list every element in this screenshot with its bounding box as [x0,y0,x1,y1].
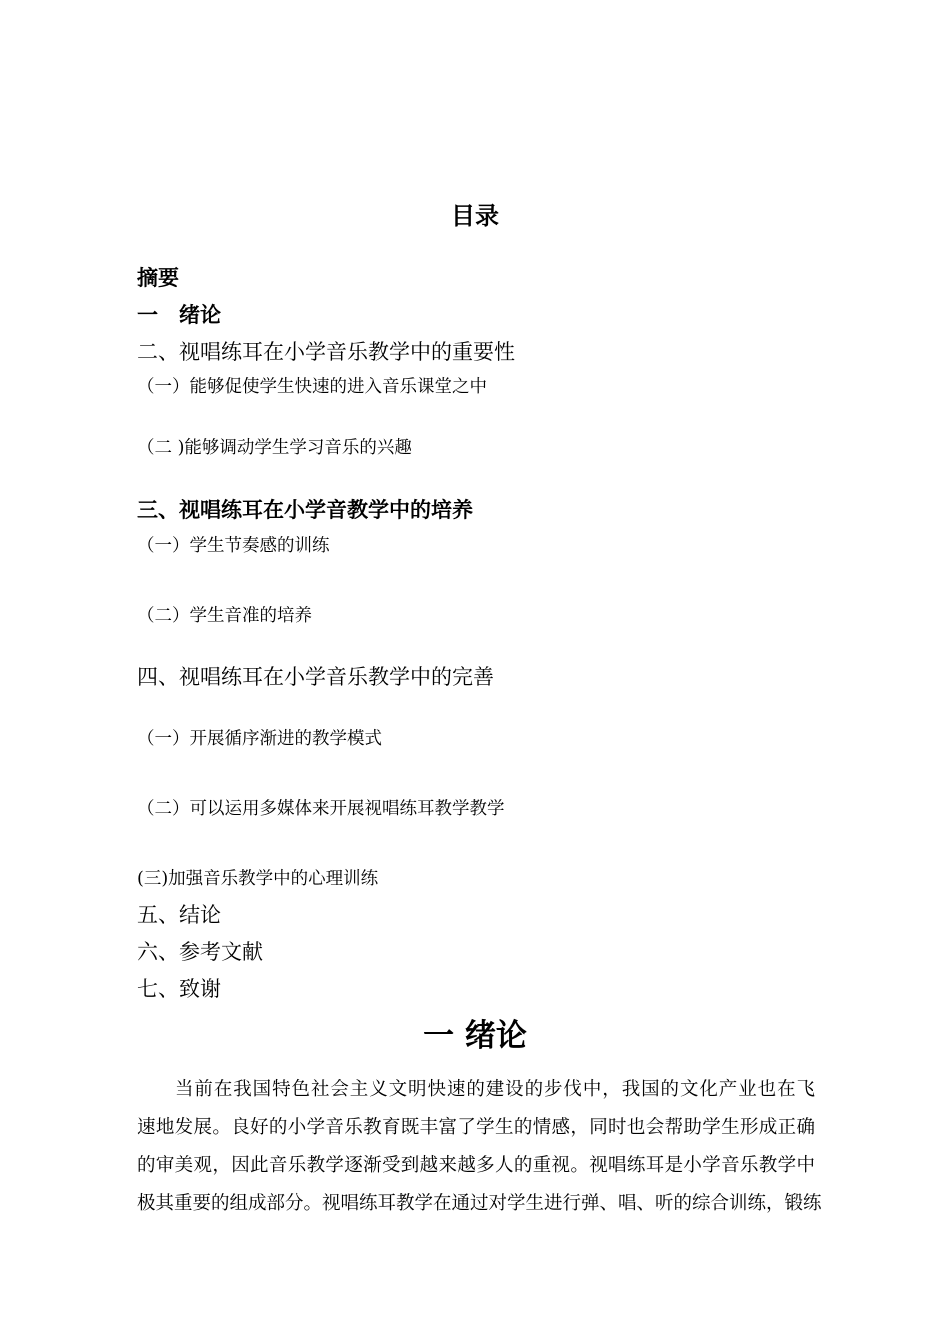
paragraph-line: 的审美观，因此音乐教学逐渐受到越来越多人的重视。视唱练耳是小学音乐教学中 [137,1155,815,1176]
toc-entry-section-3-2[interactable]: （二）学生音准的培养 [137,606,312,626]
toc-entry-section-3-1[interactable]: （一）学生节奏感的训练 [137,536,330,556]
toc-entry-introduction[interactable]: 一 绪论 [137,303,221,327]
toc-entry-section-2-2[interactable]: （二 )能够调动学生学习音乐的兴趣 [137,438,412,458]
paragraph-line: 速地发展。良好的小学音乐教育既丰富了学生的情感，同时也会帮助学生形成正确 [137,1117,815,1138]
toc-entry-section-3[interactable]: 三、视唱练耳在小学音教学中的培养 [137,498,473,522]
toc-entry-conclusion[interactable]: 五、结论 [137,903,221,927]
paragraph-line: 当前在我国特色社会主义文明快速的建设的步伐中，我国的文化产业也在飞 [175,1079,815,1100]
toc-entry-section-4-3[interactable]: (三)加强音乐教学中的心理训练 [137,869,379,889]
toc-title: 目录 [451,202,499,230]
toc-entry-section-4[interactable]: 四、视唱练耳在小学音乐教学中的完善 [137,665,494,689]
toc-entry-references[interactable]: 六、参考文献 [137,940,263,964]
toc-entry-section-4-2[interactable]: （二）可以运用多媒体来开展视唱练耳教学教学 [137,799,505,819]
toc-entry-acknowledgements[interactable]: 七、致谢 [137,977,221,1001]
chapter-title: 一 绪论 [423,1018,527,1054]
toc-entry-section-2[interactable]: 二、视唱练耳在小学音乐教学中的重要性 [137,340,515,364]
paragraph-line: 极其重要的组成部分。视唱练耳教学在通过对学生进行弹、唱、听的综合训练，锻练 [137,1193,822,1214]
toc-entry-section-2-1[interactable]: （一）能够促使学生快速的进入音乐课堂之中 [137,377,487,397]
toc-entry-abstract[interactable]: 摘要 [137,266,179,290]
toc-entry-section-4-1[interactable]: （一）开展循序渐进的教学模式 [137,729,382,749]
